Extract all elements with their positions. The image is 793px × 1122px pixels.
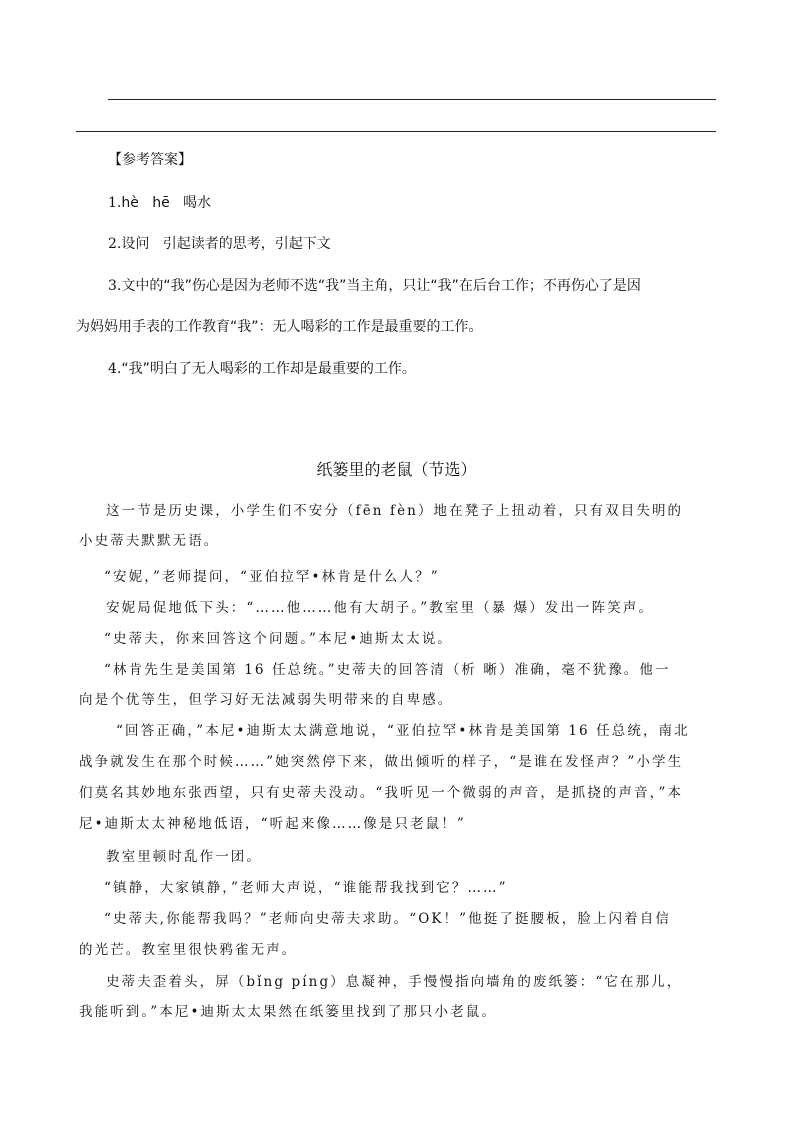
article-line: 教室里顿时乱作一团。 — [106, 849, 262, 865]
answer-item-3 — [108, 275, 641, 295]
answer-item-2 — [108, 233, 331, 253]
article-title: 纸篓里的老鼠（节选） — [316, 460, 477, 479]
answer-number: 1. — [108, 195, 122, 211]
answer-number: 3. — [108, 278, 122, 294]
article-line: “史蒂夫,你能帮我吗？”老师向史蒂夫求助。“OK！”他挺了挺腰板，脸上闪着自信 — [104, 911, 671, 927]
article-line: 们莫名其妙地东张西望，只有史蒂夫没动。“我听见一个微弱的声音，是抓挠的声音，”本 — [79, 785, 684, 801]
answer-text: 文中的“我”伤心是因为老师不选“我”当主角，只让“我”在后台工作；不再伤心了是因 — [121, 278, 641, 294]
answer-text: “我”明白了无人喝彩的工作却是最重要的工作。 — [121, 361, 416, 377]
answer-line-1 — [108, 99, 716, 100]
answer-number: 4. — [108, 361, 122, 377]
article-line: 我能听到。”本尼•迪斯太太果然在纸篓里找到了那只小老鼠。 — [79, 1004, 497, 1020]
article-line: “回答正确，”本尼•迪斯太太满意地说，“亚伯拉罕•林肯是美国第 16 任总统，南北 — [116, 723, 690, 739]
article-line: 的光芒。教室里很快鸦雀无声。 — [79, 942, 298, 958]
article-line: “镇静，大家镇静，”老师大声说，“谁能帮我找到它？……” — [104, 880, 508, 896]
answer-line-2 — [76, 131, 716, 132]
article-line: 战争就发生在那个时候……”她突然停下来，做出倾听的样子，“是谁在发怪声？”小学生 — [79, 754, 684, 770]
article-line: 尼•迪斯太太神秘地低语，“听起来像……像是只老鼠！” — [79, 816, 466, 832]
answer-text: 设问 引起读者的思考，引起下文 — [121, 236, 331, 252]
answer-number: 2. — [108, 236, 122, 252]
article-line: 这一节是历史课，小学生们不安分（fēn fèn）地在凳子上扭动着，只有双目失明的 — [106, 503, 684, 519]
article-line: 史蒂夫歪着头，屏（bǐng píng）息凝神，手慢慢指向墙角的废纸篓：“它在那儿， — [106, 974, 683, 990]
article-line: 安妮局促地低下头：“……他……他有大胡子。”教室里（暴 爆）发出一阵笑声。 — [106, 600, 655, 616]
answer-text: hè hē 喝水 — [121, 195, 212, 211]
answer-item-4 — [108, 358, 416, 378]
answer-item-3-cont: 为妈妈用手表的工作教育“我”：无人喝彩的工作是最重要的工作。 — [76, 319, 483, 335]
answer-heading: 【参考答案】 — [108, 152, 192, 168]
article-line: “史蒂夫，你来回答这个问题。”本尼•迪斯太太说。 — [104, 631, 453, 647]
article-line: “林肯先生是美国第 16 任总统。”史蒂夫的回答清（析 晰）准确，毫不犹豫。他一 — [104, 662, 671, 678]
article-line: 向是个优等生，但学习好无法减弱失明带来的自卑感。 — [79, 692, 454, 708]
answer-item-1 — [108, 192, 211, 212]
article-line: “安妮，”老师提问，“亚伯拉罕•林肯是什么人？” — [104, 569, 440, 585]
article-line: 小史蒂夫默默无语。 — [79, 533, 220, 549]
